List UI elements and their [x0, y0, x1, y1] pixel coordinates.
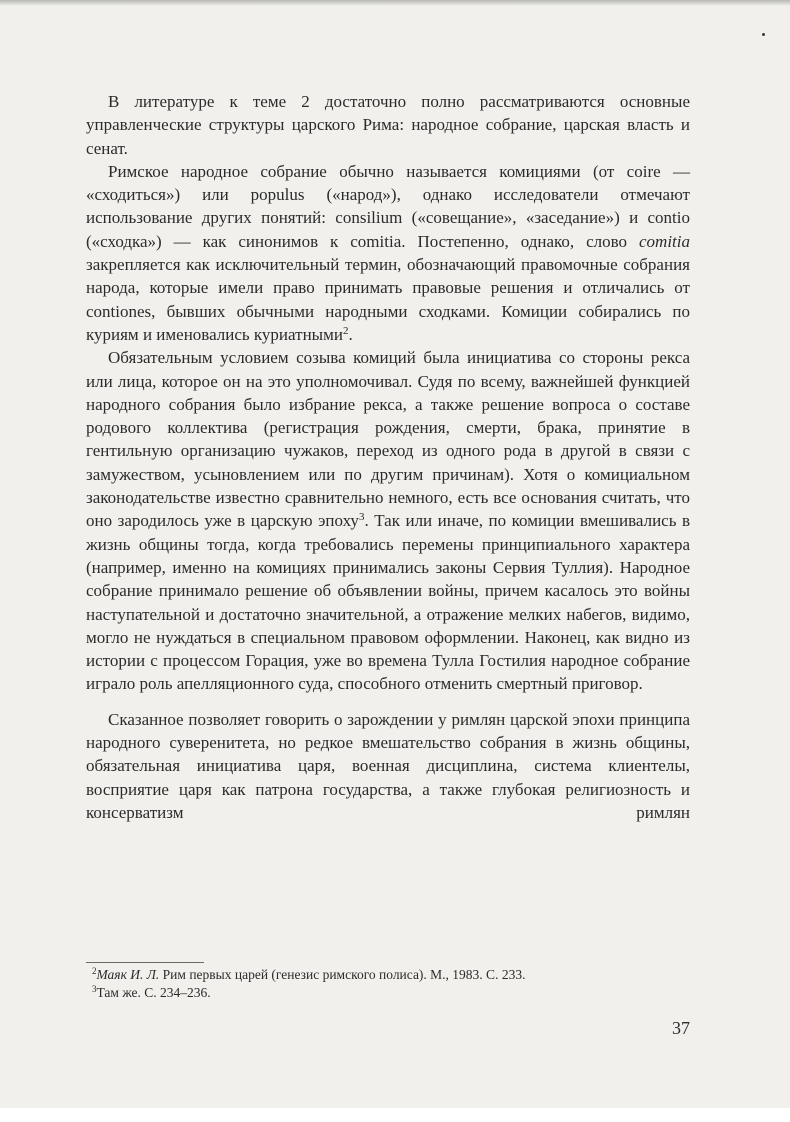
paragraph-3-text: Обязательным условием созыва комиций была инициатива со стороны рекса или лица, которое он на это уполномочивал. Судя по всему, важнейшей функцией народного собрания было избрание рекса, а также решение вопроса о составе родового коллектива (регистрация рождения, смерти, брака, принятие в гентильную организацию чужаков, переход из одного рода в другой в связи с замужеством, усыновлением или по другим причинам). Хотя о комициальном законодательстве известно сравнительно немного, есть все основания считать, что оно зародилось уже в царскую эпоху [86, 348, 690, 531]
main-text [86, 90, 690, 824]
paragraph-2: Римское народное собрание обычно называется комициями (от coire — «сходиться») или populus («народ»), однако исследователи отмечают использование других понятий: consilium («совещание», «заседание») и contio («сходка») — как синонимов к comitia. Постепенно, однако, слово comitia закрепляется как исключительный термин, обозначающий правомочные собрания народа, которые имели право принимать правовые решения и отличались от contiones, бывших обычными народными сходками. Комиции собирались по куриям и именовались куриатными$^2$. [86, 161, 690, 344]
footnote-2 [86, 966, 690, 984]
latin-term: comitia [639, 231, 690, 251]
paragraph-1: В литературе к теме 2 достаточно полно рассматриваются основные управленческие структуры царского Рима: народное собрание, царская власть и сенат. [86, 92, 690, 158]
scan-bottom-edge [0, 1108, 790, 1122]
footnotes [86, 966, 690, 1002]
paragraph-3: Обязательным условием созыва комиций была инициатива со стороны рекса или лица, которое он на это уполномочивал. Судя по всему, важнейшей функцией народного собрания было избрание рекса, а также решение вопроса о составе родового коллектива (регистрация рождения, смерти, брака, принятие в гентильную организацию чужаков, переход из одного рода в другой в связи с замужеством, усыновлением или по другим причинам). Хотя о комициальном законодательстве известно сравнительно немного, есть все основания считать, что оно зародилось уже в царскую эпоху$^3$. Так или иначе, по комиции вмешивались в жизнь общины тогда, когда требовались перемены принципиального характера (например, именно на комициях принимались законы Сервия Туллия). Народное собрание принимало решение об объявлении войны, причем касалось это войны наступательной и достаточно значительной, а отражение мелких набегов, видимо, могло не нуждаться в специальном правовом оформлении. Наконец, как видно из истории с процессом Горация, уже во времена Тулла Гостилия народное собрание играло роль апелляционного суда, способного отменить смертный приговор. [86, 348, 691, 694]
footnote-text: Там же. С. 234–236. [96, 985, 211, 1000]
footnote-ref-3: 3 [358, 511, 365, 524]
footnote-mark: 2 [92, 966, 97, 976]
footnote-author: Маяк И. Л. [96, 967, 160, 982]
scan-speck [762, 33, 765, 36]
footnote-ref-2: 2 [342, 324, 349, 337]
footnote-mark: 3 [92, 984, 97, 994]
paragraph-2-text: Римское народное собрание обычно называется комициями (от coire — «сходиться») или populus («народ»), однако исследователи отмечают использование других понятий: consilium («совещание», «заседание») и contio («сходка») — как синонимов к comitia. Постепенно, однако, слово comitia закрепляется как исключительный термин, обозначающий правомочные собрания народа, которые имели право принимать правовые решения и отличались от contiones, бывших обычными народными сходками. Комиции собирались по куриям и именовались куриатными [86, 161, 690, 344]
footnote-text: Рим первых царей (генезис римского полиса). М., 1983. С. 233. [159, 967, 526, 982]
scan-top-shadow [0, 0, 790, 6]
footnote-3 [86, 984, 690, 1002]
paragraph-4: Сказанное позволяет говорить о зарождении у римлян царской эпохи принципа народного суверенитета, но редкое вмешательство собрания в жизнь общины, обязательная инициатива царя, военная дисциплина, система клиентелы, восприятие царя как патрона государства, а также глубокая религиозность и консерватизм римлян [86, 709, 690, 822]
paragraph-3-continuation: Так или иначе, по комиции вмешивались в жизнь общины тогда, когда требовались перемены принципиального характера (например, именно на комициях принимались законы Сервия Туллия). Народное собрание принимало решение об объявлении войны, причем касалось это войны наступательной и достаточно значительной, а отражение мелких набегов, видимо, могло не нуждаться в специальном правовом оформлении. Наконец, как видно из истории с процессом Горация, уже во времена Тулла Гостилия народное собрание играло роль апелляционного суда, способного отменить смертный приговор. [86, 511, 691, 694]
page-number: 37 [672, 1018, 690, 1038]
footnote-divider [86, 962, 204, 963]
